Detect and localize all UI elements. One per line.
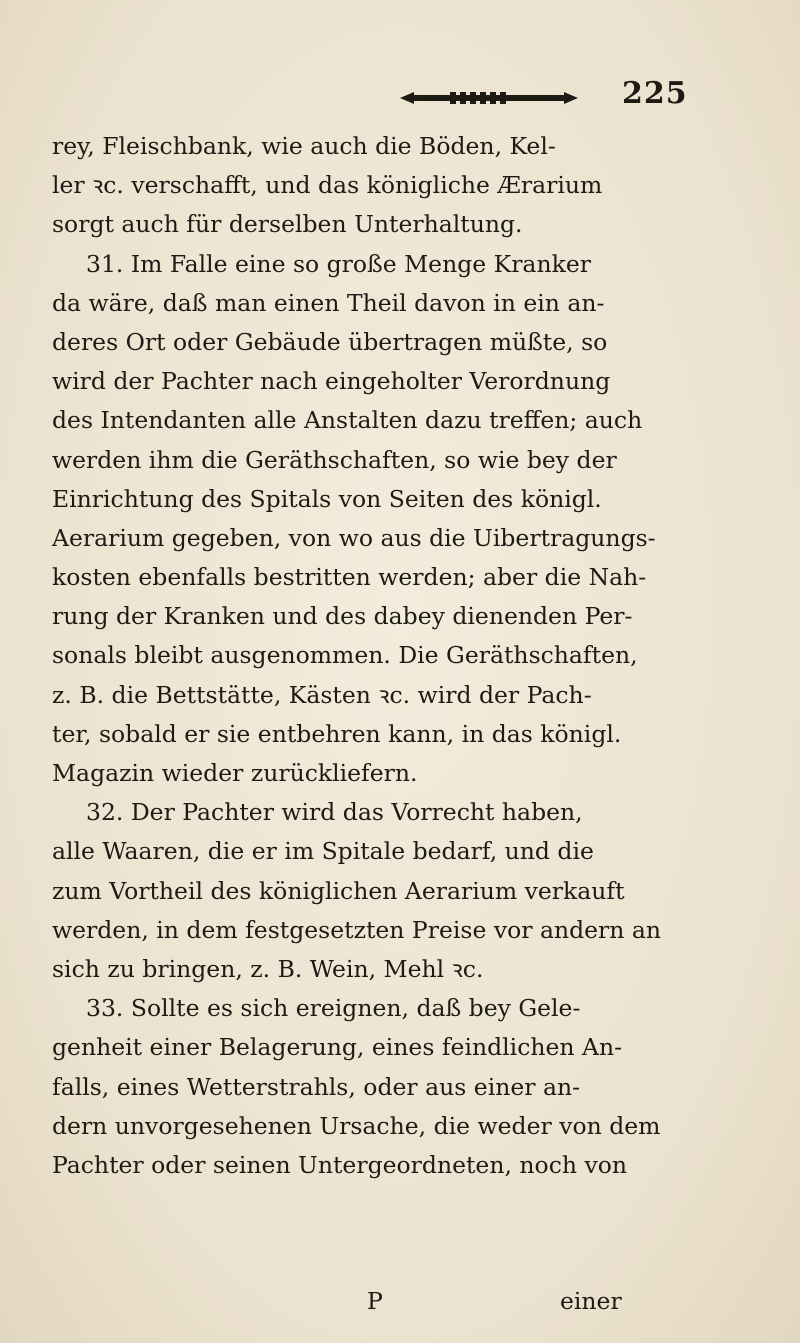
text-line: werden, in dem festgesetzten Preise vor andern an	[52, 915, 662, 944]
text-line: Pachter oder seinen Untergeordneten, noch von	[52, 1150, 628, 1179]
text-line: dern unvorgesehenen Ursache, die weder von dem	[52, 1111, 661, 1140]
text-line: da wäre, daß man einen Theil davon in ein an-	[52, 288, 605, 317]
text-line: sonals bleibt ausgenommen. Die Geräthschaften,	[52, 641, 638, 670]
text-line: sorgt auch für derselben Unterhaltung.	[52, 210, 523, 239]
paragraph-33-start: 33. Sollte es sich ereignen, daß bey Gele-	[86, 994, 581, 1023]
text-line: kosten ebenfalls bestritten werden; aber die Nah-	[52, 563, 647, 592]
text-line: z. B. die Bettstätte, Kästen ꝛc. wird der Pach-	[52, 680, 592, 709]
page-number: 225	[622, 76, 688, 111]
text-line: falls, eines Wetterstrahls, oder aus einer an-	[52, 1072, 581, 1101]
text-line: Aerarium gegeben, von wo aus die Uibertragungs-	[52, 523, 656, 552]
signature-mark: P	[367, 1287, 383, 1315]
text-line: Einrichtung des Spitals von Seiten des königl.	[52, 484, 602, 513]
text-line: wird der Pachter nach eingeholter Verordnung	[52, 367, 611, 396]
paragraph-32-start: 32. Der Pachter wird das Vorrecht haben,	[86, 798, 583, 827]
text-line: ter, sobald er sie entbehren kann, in das königl.	[52, 719, 622, 748]
text-line: sich zu bringen, z. B. Wein, Mehl ꝛc.	[52, 954, 484, 983]
text-line: genheit einer Belagerung, eines feindlichen An-	[52, 1033, 623, 1062]
text-line: deres Ort oder Gebäude übertragen müßte, so	[52, 327, 608, 356]
text-line: ler ꝛc. verschafft, und das königliche Ærarium	[52, 171, 603, 200]
catchword: einer	[560, 1287, 622, 1315]
text-line: alle Waaren, die er im Spitale bedarf, und die	[52, 837, 594, 866]
text-line: zum Vortheil des königlichen Aerarium verkauft	[52, 876, 625, 905]
text-line: Magazin wieder zurückliefern.	[52, 759, 418, 787]
text-line: werden ihm die Geräthschaften, so wie bey der	[52, 445, 617, 474]
text-line: rey, Fleischbank, wie auch die Böden, Kel-	[52, 132, 556, 160]
text-line: des Intendanten alle Anstalten dazu treffen; auch	[52, 406, 643, 435]
body-text	[52, 127, 684, 1185]
page-footer	[0, 1287, 800, 1327]
ornamental-rule	[400, 90, 578, 106]
paragraph-31-start: 31. Im Falle eine so große Menge Kranker	[86, 249, 591, 278]
text-line: rung der Kranken und des dabey dienenden Per-	[52, 602, 633, 631]
